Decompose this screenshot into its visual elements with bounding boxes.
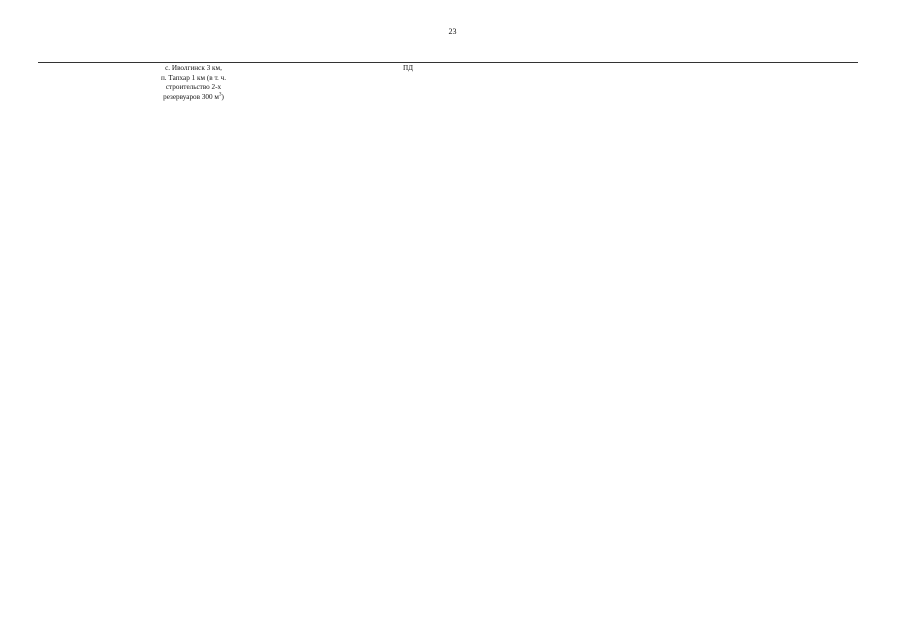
page-number: 23 <box>448 27 457 36</box>
continued-description: резервуаров 300 $м^3$) <box>163 92 224 101</box>
continued-description: п. Тапхар 1 км (в т. ч. <box>160 73 227 82</box>
table-top-line <box>38 62 858 63</box>
superscript: 3 <box>218 92 222 98</box>
text-tail: ) <box>221 92 224 101</box>
pd-label: ПД <box>402 64 414 72</box>
continued-description: с. Иволгинск 3 км, <box>165 64 222 72</box>
continued-description: строительство 2-х <box>165 83 222 91</box>
